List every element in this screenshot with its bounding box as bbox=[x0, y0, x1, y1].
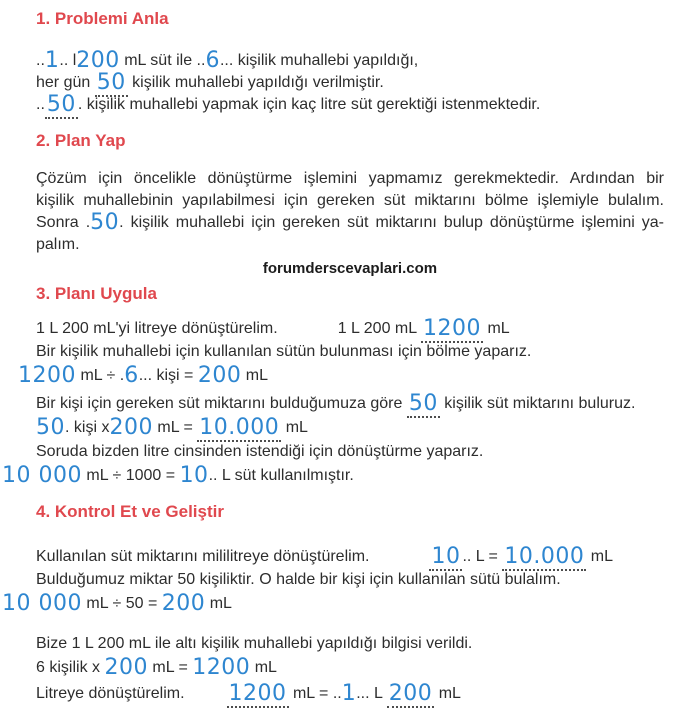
answer-value: 200 bbox=[109, 415, 153, 440]
text-run: Bir kişi için gereken süt miktarını bulduğumuza göre bbox=[36, 395, 407, 412]
answer-value: 1 bbox=[44, 48, 60, 73]
text-run: mL = bbox=[147, 659, 193, 676]
answer-value: 1200 bbox=[423, 316, 481, 341]
text-run: mL süt ile .. bbox=[119, 52, 206, 69]
answer-value: 200 bbox=[76, 48, 120, 73]
section-title: 1. Problemi Anla bbox=[36, 9, 169, 28]
text-run: Sonra . bbox=[36, 214, 91, 231]
section-plan-yap bbox=[36, 130, 664, 256]
text-run: palım. bbox=[36, 236, 80, 253]
text-run: mL bbox=[205, 595, 232, 612]
text-run: Bir kişilik muhallebi için kullanılan sütün bulunması için bölme yaparız. bbox=[36, 343, 532, 360]
spacer bbox=[185, 697, 227, 698]
equation-line bbox=[36, 415, 664, 441]
text-run: .. l bbox=[59, 52, 77, 69]
text-run: kişilik süt miktarını buluruz. bbox=[439, 395, 636, 412]
answer-value: 10.000 bbox=[199, 415, 280, 440]
text-run: ... kişilik muhallebi yapıldığı, bbox=[219, 52, 419, 69]
section-problemi-anla bbox=[36, 8, 664, 116]
text-run: mL bbox=[241, 367, 268, 384]
equation-line bbox=[36, 681, 664, 707]
text-run: Bize 1 L 200 mL ile altı kişilik muhallebi yapıldığı bilgisi verildi. bbox=[36, 635, 473, 652]
solution-line bbox=[36, 94, 664, 116]
text-run: .. bbox=[36, 52, 45, 69]
text-run: 1 L 200 mL'yi litreye dönüştürelim. bbox=[36, 320, 278, 337]
text-run: ... kişi = bbox=[138, 367, 198, 384]
text-run: mL bbox=[483, 320, 510, 337]
answer-value: 10 000 bbox=[2, 463, 82, 488]
paragraph-line bbox=[36, 168, 664, 190]
answer-value: 200 bbox=[197, 363, 242, 388]
text-run: . kişilik muhallebi yapmak için kaç litre süt gerektiği istenmektedir. bbox=[77, 96, 541, 113]
text-run: 1 L 200 mL bbox=[337, 320, 421, 337]
text-run: .. bbox=[36, 96, 45, 113]
equation-line bbox=[2, 591, 664, 617]
equation-line bbox=[18, 363, 664, 389]
text-run: Kullanılan süt miktarını mililitreye dönüştürelim. bbox=[36, 548, 370, 565]
spacer bbox=[278, 332, 338, 333]
answer-value: 10 000 bbox=[2, 591, 82, 616]
answer-value: 1200 bbox=[18, 363, 76, 388]
solution-line bbox=[36, 569, 664, 591]
answer-value: 6 bbox=[205, 48, 220, 73]
text-run: mL bbox=[250, 659, 277, 676]
answer-value: 50 bbox=[408, 391, 438, 416]
solution-line bbox=[36, 317, 664, 341]
text-run: mL ÷ 1000 = bbox=[81, 467, 180, 484]
text-run: 6 kişilik x bbox=[36, 659, 105, 676]
answer-value: 6 bbox=[124, 363, 139, 388]
answer-value: 200 bbox=[104, 655, 148, 680]
answer-value: 50 bbox=[96, 70, 126, 95]
answer-value: 50 bbox=[90, 210, 120, 235]
text-run: mL = .. bbox=[288, 685, 342, 702]
answer-value: 1200 bbox=[228, 681, 287, 706]
text-run: . kişilik muhallebi için gereken süt miktarını bulup dönüştürme işlemini ya- bbox=[119, 214, 664, 231]
paragraph-line bbox=[36, 234, 664, 256]
section-title: 3. Planı Uygula bbox=[36, 284, 157, 303]
solution-line bbox=[36, 545, 664, 569]
text-run: mL ÷ 50 = bbox=[81, 595, 162, 612]
solution-line bbox=[36, 633, 664, 655]
text-run: .. L süt kullanılmıştır. bbox=[208, 467, 354, 484]
text-run: Litreye dönüştürelim. bbox=[36, 685, 185, 702]
spacer bbox=[369, 560, 429, 561]
section-kontrol-et bbox=[2, 501, 664, 707]
answer-value: 200 bbox=[388, 681, 433, 706]
answer-value: 10 bbox=[179, 463, 209, 488]
paragraph-line bbox=[36, 190, 664, 212]
solution-line bbox=[36, 341, 664, 363]
answer-value: 10 bbox=[431, 544, 461, 569]
text-run: Çözüm için öncelikle dönüştürme işlemini yapmamız gerekmektedir. Ardından bir bbox=[36, 170, 664, 187]
text-run: . kişi x bbox=[65, 419, 110, 436]
text-run: mL bbox=[586, 548, 613, 565]
answer-value: 200 bbox=[161, 591, 206, 616]
watermark: forumderscevaplari.com bbox=[262, 260, 438, 277]
text-run: Bulduğumuz miktar 50 kişiliktir. O halde bir kişi için kullanılan sütü bulalım. bbox=[36, 571, 561, 588]
text-run: mL = bbox=[152, 419, 198, 436]
text-run: mL bbox=[281, 419, 308, 436]
solution-line bbox=[36, 72, 664, 94]
text-run: Soruda bizden litre cinsinden istendiği için dönüştürme yaparız. bbox=[36, 443, 484, 460]
text-run: ... L bbox=[356, 685, 387, 702]
section-title: 2. Plan Yap bbox=[36, 131, 126, 150]
equation-line bbox=[36, 655, 664, 681]
answer-value: 1 bbox=[341, 681, 357, 706]
text-run: her gün bbox=[36, 74, 95, 91]
text-run: mL ÷ . bbox=[76, 367, 125, 384]
equation-line bbox=[2, 463, 664, 489]
section-title: 4. Kontrol Et ve Geliştir bbox=[36, 502, 224, 521]
section-plani-uygula bbox=[2, 283, 664, 489]
answer-value: 1200 bbox=[192, 655, 251, 680]
text-run: kişilik muhallebinin yapılabilmesi için gereken süt miktarını bölme işlemiyle bulalım. bbox=[36, 192, 664, 209]
text-run: mL bbox=[434, 685, 461, 702]
answer-value: 50 bbox=[36, 415, 65, 440]
answer-value: 50 bbox=[46, 92, 76, 117]
solution-line bbox=[36, 441, 664, 463]
text-run: kişilik muhallebi yapıldığı verilmiştir. bbox=[127, 74, 384, 91]
text-run: .. L = bbox=[462, 548, 503, 565]
solution-line bbox=[36, 50, 664, 72]
answer-value: 10.000 bbox=[504, 544, 585, 569]
paragraph-line bbox=[36, 212, 664, 234]
solution-line bbox=[36, 393, 664, 415]
